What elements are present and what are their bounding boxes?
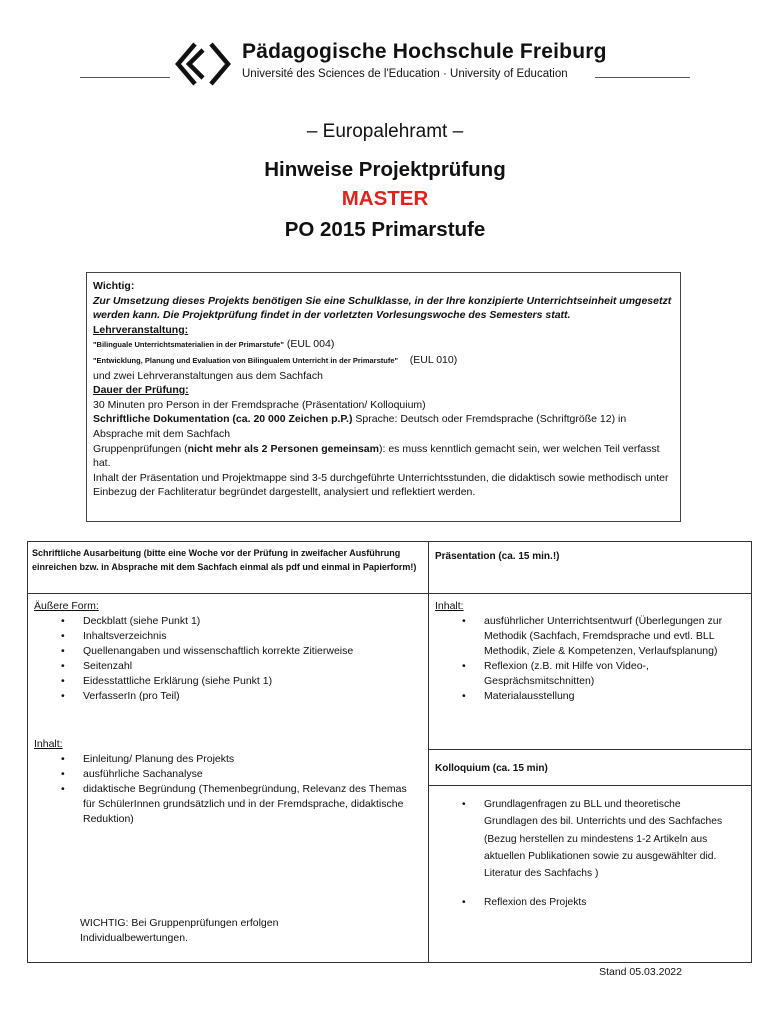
- university-name: Pädagogische Hochschule Freiburg: [242, 40, 607, 63]
- presentation-list: [435, 614, 745, 704]
- colloquium-list: [435, 796, 745, 912]
- degree-label: MASTER: [341, 187, 429, 210]
- colloquium-heading-cell: [428, 749, 752, 786]
- revision-date: Stand 05.03.2022: [599, 966, 682, 978]
- documentation-rest: Sprache: Deutsch oder Fremdsprache (Schriftgröße 12) in Absprache mit dem Sachfach: [93, 413, 627, 440]
- list-item: • Grundlagenfragen zu BLL und theoretische Grundlagen des bil. Unterrichts und des Sachfaches (Bezug herstellen zu mindestens 1-2 Artikeln aus aktuellen Publikationen sowie zu ausgewählter did. Literatur des Sachfachs ): [484, 796, 734, 882]
- written-heading: Schriftliche Ausarbeitung (bitte eine Woche vor der Prüfung in zweifacher Ausführung einreichen bzw. in Absprache mit dem Sachfach einmal als pdf und einmal in Papierform!): [32, 548, 417, 572]
- group-limit: nicht mehr als 2 Personen gemeinsam: [187, 442, 379, 455]
- requirements-table: [27, 541, 752, 963]
- presentation-body-cell: [428, 593, 752, 750]
- notice-label: Wichtig:: [93, 280, 135, 292]
- group-post: ): es muss kenntlich gemacht sein, wer welchen Teil verfasst hat.: [93, 442, 660, 470]
- form-list: [34, 614, 422, 704]
- list-item: • didaktische Begründung (Themenbegründung, Relevanz des Themas für SchülerInnen grundsätzlich und in der Fremdsprache, didaktische Reduktion): [83, 782, 413, 827]
- list-item: • Reflexion (z.B. mit Hilfe von Video-, Gesprächsmitschnitten): [484, 659, 704, 689]
- duration-heading: Dauer der Prüfung:: [93, 384, 189, 397]
- regulation-label: PO 2015 Primarstufe: [284, 218, 486, 241]
- form-label: Äußere Form:: [34, 600, 99, 612]
- colloquium-body-cell: [428, 785, 752, 963]
- course-1: [93, 337, 674, 353]
- course-1-name: "Bilinguale Unterrichtsmaterialien in der Primarstufe": [93, 340, 284, 350]
- group-exam-text: [93, 442, 674, 471]
- presentation-heading-cell: [428, 541, 752, 594]
- course-2-name: "Entwicklung, Planung und Evaluation von Bilingualem Unterricht in der Primarstufe": [93, 355, 399, 365]
- colloquium-heading: Kolloquium (ca. 15 min): [435, 763, 548, 774]
- list-item: • VerfasserIn (pro Teil): [83, 689, 422, 704]
- list-item: • ausführliche Sachanalyse: [83, 767, 422, 782]
- presentation-heading: Präsentation (ca. 15 min.!): [435, 551, 560, 562]
- group-note: WICHTIG: Bei Gruppenprüfungen erfolgen Individualbewertungen.: [80, 917, 279, 944]
- content-text: Inhalt der Präsentation und Projektmappe sind 3-5 durchgeführte Unterrichtsstunden, die didaktisch sowie methodisch unter Einbezug der Fachliteratur begründet dargestellt, analysiert und reflektiert werden.: [93, 471, 669, 499]
- list-item: • Reflexion des Projekts: [484, 894, 745, 911]
- courses-heading: Lehrveranstaltung:: [93, 323, 189, 336]
- list-item: • Eidesstattliche Erklärung (siehe Punkt 1): [83, 674, 422, 689]
- list-item: • Seitenzahl: [83, 659, 422, 674]
- list-item: • Materialausstellung: [484, 689, 745, 704]
- written-body-cell: [27, 593, 429, 963]
- list-item: • Einleitung/ Planung des Projekts: [83, 752, 422, 767]
- course-2: [93, 353, 674, 369]
- duration-text: 30 Minuten pro Person in der Fremdsprache (Präsentation/ Kolloquium): [93, 398, 426, 411]
- written-content-list: [34, 752, 422, 827]
- notice-box: [86, 272, 681, 522]
- list-item: • Deckblatt (siehe Punkt 1): [83, 614, 422, 629]
- presentation-content-label: Inhalt:: [435, 600, 464, 612]
- university-logo-icon: [175, 42, 235, 86]
- written-content-label: Inhalt:: [34, 738, 63, 750]
- course-2-code: (EUL 010): [409, 353, 458, 366]
- course-1-code: (EUL 004): [286, 338, 335, 351]
- documentation-bold: Schriftliche Dokumentation (ca. 20 000 Zeichen p.P.): [93, 413, 353, 426]
- header-rule-right: [595, 77, 690, 78]
- program-label: – Europalehramt –: [306, 121, 464, 142]
- header-rule-left: [80, 77, 170, 78]
- written-heading-cell: [27, 541, 429, 594]
- courses-extra: und zwei Lehrveranstaltungen aus dem Sachfach: [93, 369, 323, 382]
- documentation-text: [93, 412, 674, 441]
- group-pre: Gruppenprüfungen (: [93, 442, 188, 455]
- list-item: • Quellenangaben und wissenschaftlich korrekte Zitierweise: [83, 644, 422, 659]
- university-subtitle: Université des Sciences de l'Education · University of Education: [242, 68, 568, 80]
- notice-intro: Zur Umsetzung dieses Projekts benötigen Sie eine Schulklasse, in der Ihre konzipierte Unterrichtseinheit umgesetzt werden kann. Die Projektprüfung findet in der vorletzten Vorlesungswoche des Semesters statt.: [93, 294, 672, 322]
- list-item: • ausführlicher Unterrichtsentwurf (Überlegungen zur Methodik (Sachfach, Fremdsprache und evtl. BLL Methodik, Ziele & Kompetenzen, Verlaufsplanung): [484, 614, 724, 659]
- list-item: • Inhaltsverzeichnis: [83, 629, 422, 644]
- document-title: Hinweise Projektprüfung: [264, 158, 506, 181]
